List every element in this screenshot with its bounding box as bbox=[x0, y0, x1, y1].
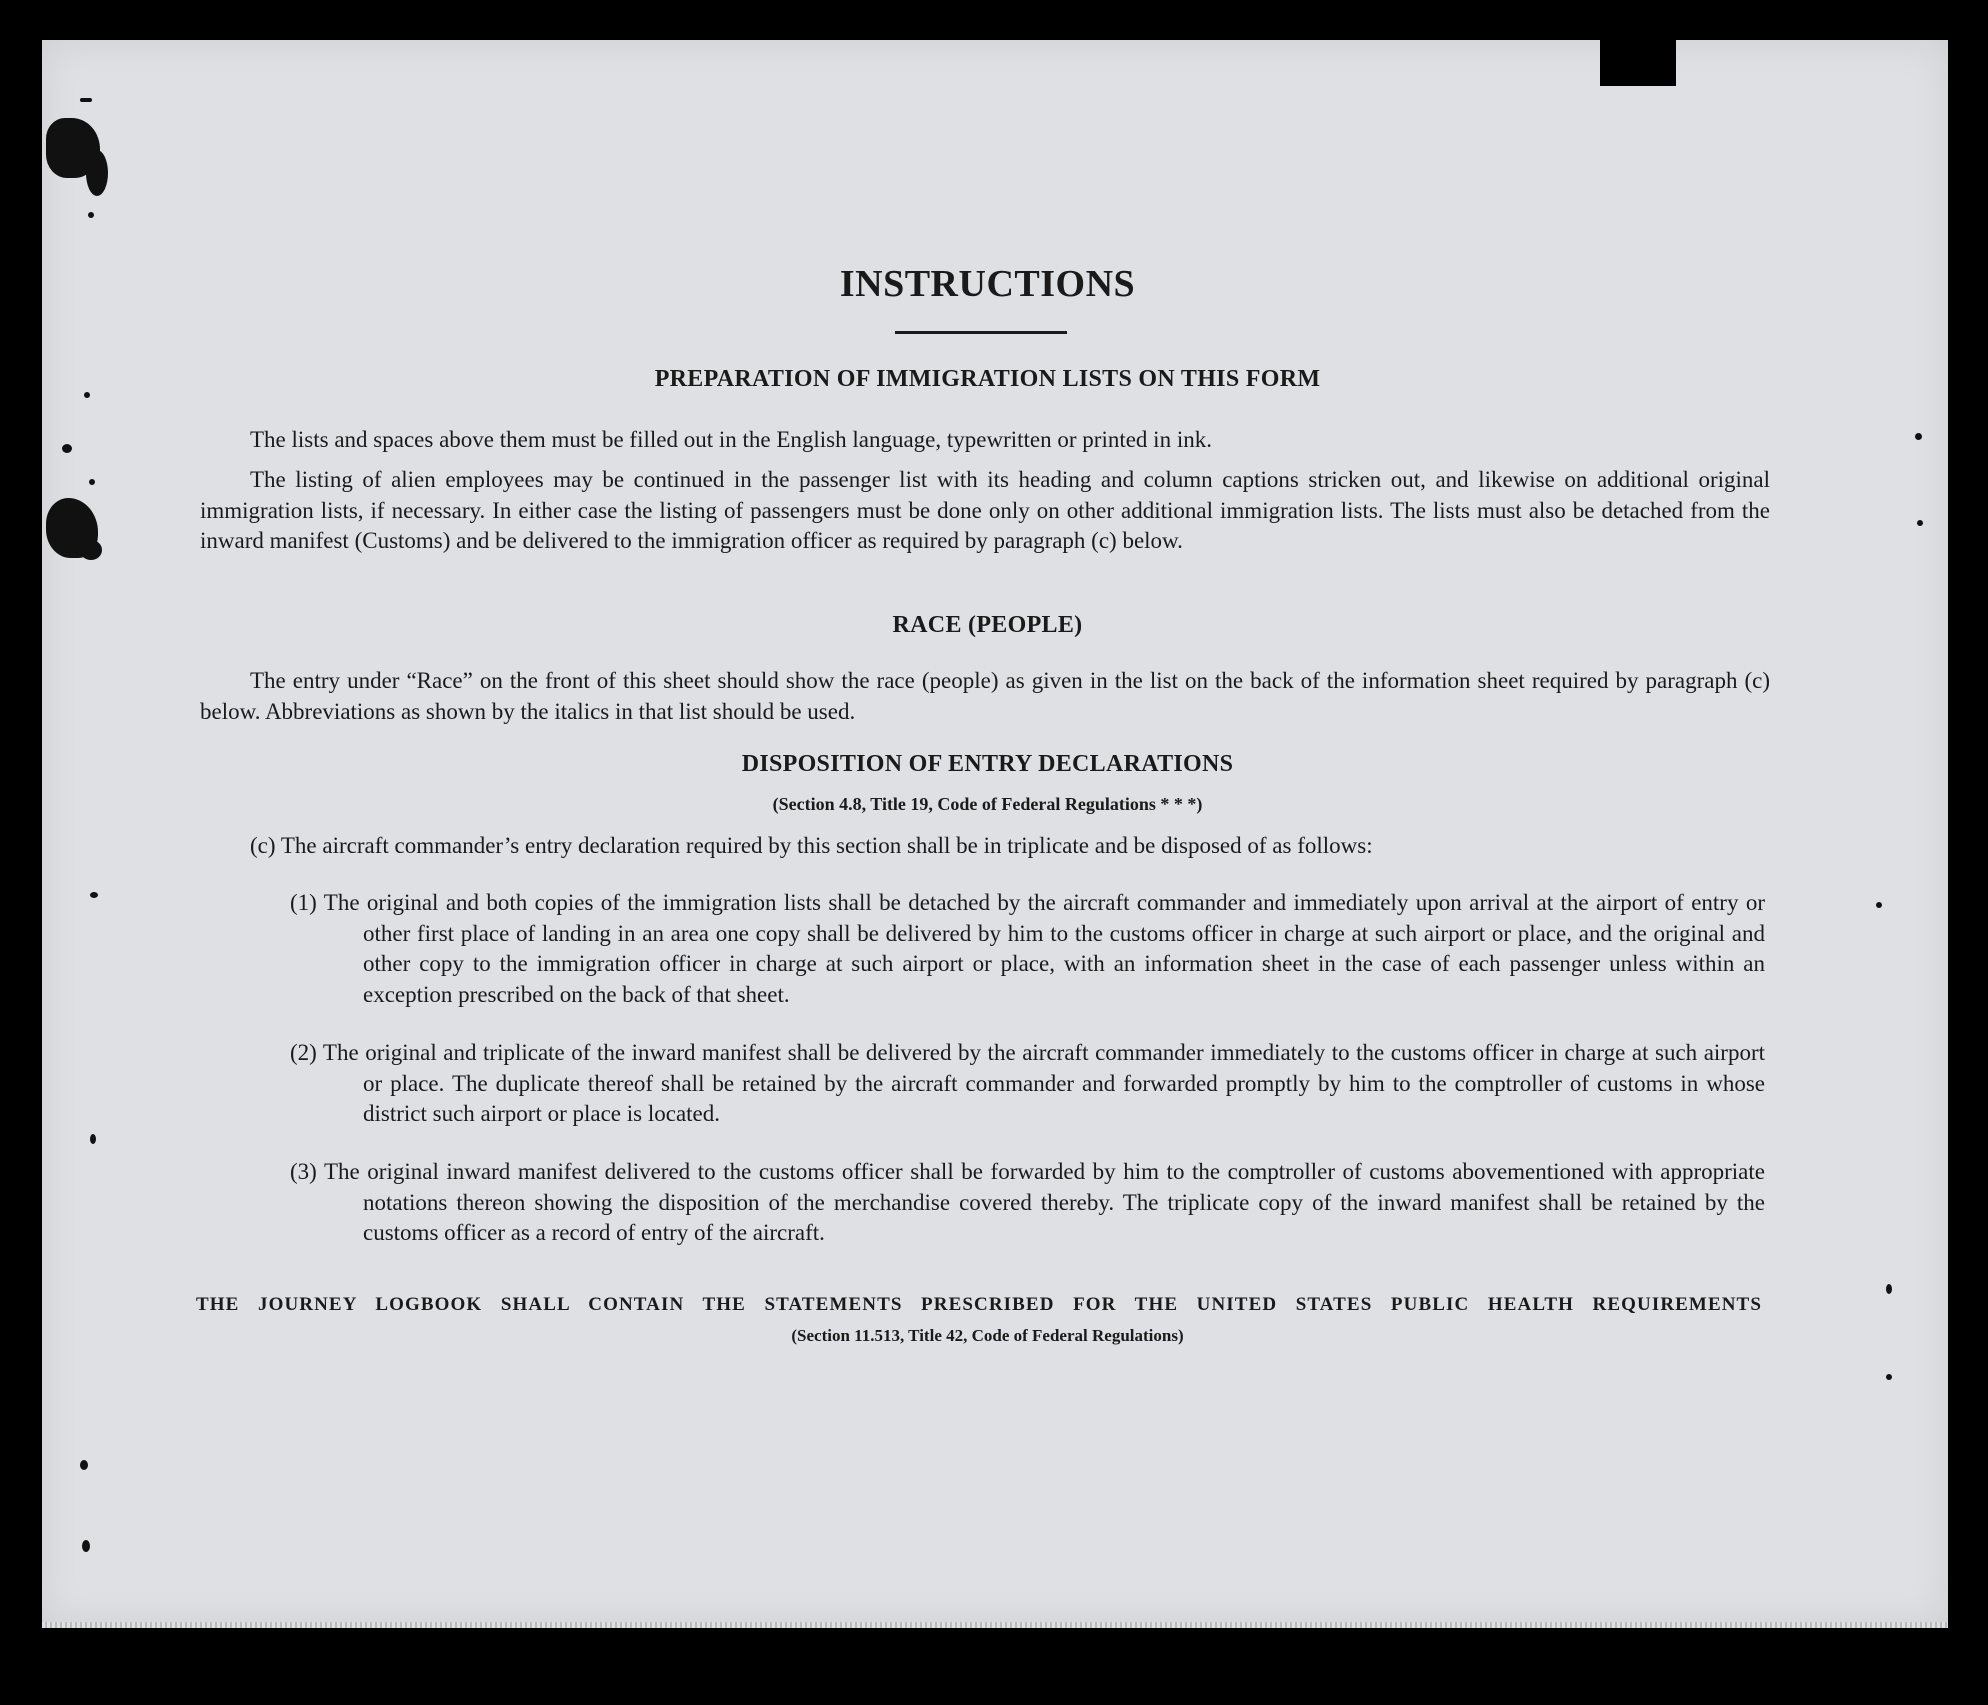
footer-statement: THE JOURNEY LOGBOOK SHALL CONTAIN THE STATEMENTS PRESCRIBED FOR THE UNITED STATES PUBLIC HEALTH REQUIREMENTS bbox=[196, 1294, 1762, 1315]
list-item-3: (3) The original inward manifest delivered to the customs officer shall be forwarded by him to the comptroller of customs abovementioned with appropriate notations thereon showing the disposition of the merchandise covered thereby. The triplicate copy of the inward manifest shall be retained by the customs officer as a record of entry of the aircraft. bbox=[290, 1159, 1765, 1245]
footer-citation: (Section 11.513, Title 42, Code of Federal Regulations) bbox=[791, 1326, 1184, 1345]
heading-race: RACE (PEOPLE) bbox=[892, 612, 1083, 638]
title-underline bbox=[895, 331, 1067, 334]
list-item-2: (2) The original and triplicate of the inward manifest shall be delivered by the aircraft commander immediately to the customs officer in charge at such airport or place. The duplicate thereof shall be retained by the aircraft commander and forwarded promptly by him to the comptroller of customs in whose district such airport or place is located. bbox=[290, 1040, 1765, 1126]
heading-disposition: DISPOSITION OF ENTRY DECLARATIONS bbox=[741, 751, 1234, 777]
paragraph-intro-c: (c) The aircraft commander’s entry declaration required by this section shall be in triplicate and be disposed of as follows: bbox=[250, 833, 1373, 858]
heading-preparation: PREPARATION OF IMMIGRATION LISTS ON THIS FORM bbox=[654, 366, 1321, 392]
list-item-1: (1) The original and both copies of the immigration lists shall be detached by the aircraft commander and immediately upon arrival at the airport of entry or other first place of landing in an area one copy shall be delivered by him to the customs officer in charge at such airport or place, and the original and other copy to the immigration officer in charge at such airport or place, with an information sheet in the case of each passenger unless within an exception prescribed on the back of that sheet. bbox=[290, 890, 1765, 1007]
paragraph-race: The entry under “Race” on the front of this sheet should show the race (people) as given in the list on the back of the information sheet required by paragraph (c) below. Abbreviations as shown by the italics in that list should be used. bbox=[200, 668, 1770, 724]
page-title: INSTRUCTIONS bbox=[839, 263, 1136, 305]
paragraph-alien-employees: The listing of alien employees may be continued in the passenger list with its heading and column captions stricken out, and likewise on additional original immigration lists, if necessary. In either case the listing of passengers must be done only on other additional immigration lists. The lists must also be detached from the inward manifest (Customs) and be delivered to the immigration officer as required by paragraph (c) below. bbox=[200, 467, 1770, 553]
paragraph-lists-language: The lists and spaces above them must be filled out in the English language, typewritten or printed in ink. bbox=[250, 427, 1212, 452]
citation-section-4-8: (Section 4.8, Title 19, Code of Federal Regulations * * *) bbox=[772, 794, 1203, 814]
